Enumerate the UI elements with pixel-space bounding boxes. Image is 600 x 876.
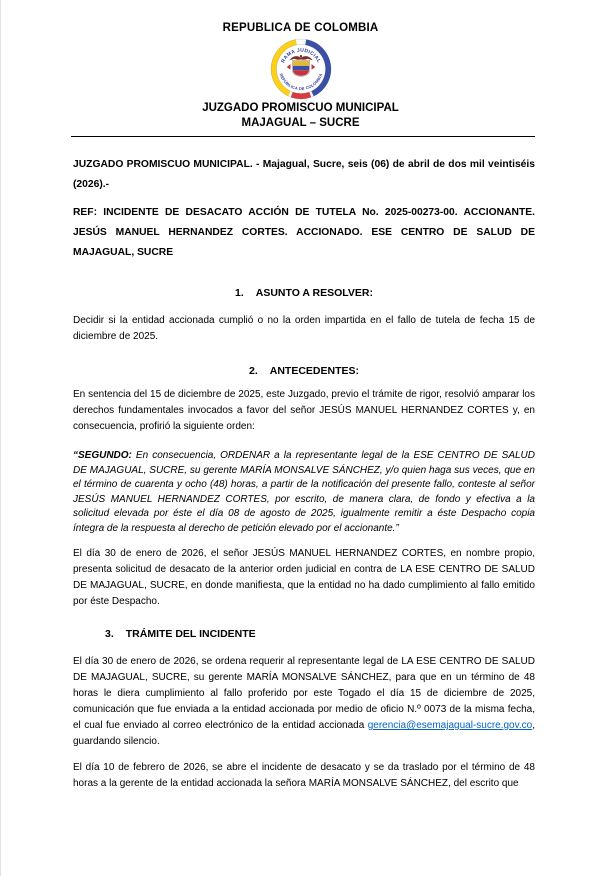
shield-band-blue bbox=[292, 66, 308, 70]
quote-lead: “SEGUNDO: bbox=[73, 450, 132, 461]
court-name: JUZGADO PROMISCUO MUNICIPAL bbox=[202, 102, 399, 114]
seal-ring-red-arc bbox=[291, 95, 310, 97]
quote-body: En consecuencia, ORDENAR a la representante legal de la ESE CENTRO DE SALUD DE MAJAGUAL, SUCRE, su gerente MARÍA MONSALVE SÁNCHEZ, y/o quien haga sus veces, que en el término de cuarenta y ocho (48) horas, a partir de la notificación del presente fallo, conteste al señor JESÚS MANUEL HERNANDEZ CORTES, por escrito, de manera clara, de fondo y efectiva a la solicitud elevada por éste el día 08 de agosto de 2025, igualmente remitir a éste Despacho copia íntegra de la respuesta al derecho de petición elevado por el accionante.” bbox=[73, 450, 535, 534]
order-quote-paragraph bbox=[73, 449, 535, 536]
section-3-title: TRÁMITE DEL INCIDENTE bbox=[125, 628, 256, 640]
ref-paragraph: REF: INCIDENTE DE DESACATO ACCIÓN DE TUTELA No. 2025-00273-00. ACCIONANTE. JESÚS MANUEL HERNANDEZ CORTES. ACCIONADO. ESE CENTRO DE SALUD DE MAJAGUAL, SUCRE bbox=[73, 207, 535, 258]
document-header bbox=[1, 0, 600, 129]
right-flag-icon bbox=[311, 64, 315, 70]
document-body bbox=[73, 155, 535, 792]
email-link[interactable]: gerencia@esemajagual-sucre.gov.co bbox=[367, 720, 533, 731]
seal-top-text: RAMA JUDICIAL bbox=[280, 48, 321, 65]
tramite-1-text-before: El día 30 de enero de 2026, se ordena requerir al representante legal de LA ESE CENTRO DE SALUD DE MAJAGUAL, SUCRE, su gerente MARÍA MONSALVE SÁNCHEZ, para que en un término de 48 horas le diera cumplimiento al fallo proferido por este Togado el día 15 de diciembre de 2025, comunicación que fue enviada a la entidad accionada por medio de oficio N.º 0073 de la misma fecha, el cual fue enviado al correo electrónico de la entidad accionada bbox=[73, 656, 535, 731]
section-1-title: ASUNTO A RESOLVER: bbox=[255, 287, 374, 299]
condor-head bbox=[299, 55, 301, 57]
tramite-1-text-after: , guardando silencio. bbox=[73, 720, 535, 747]
court-location: MAJAGUAL – SUCRE bbox=[241, 117, 360, 129]
section-3-heading bbox=[73, 626, 535, 642]
antecedentes-paragraph: En sentencia del 15 de diciembre de 2025, este Juzgado, previo el trámite de rigor, resolvió amparar los derechos fundamentales invocados a favor del señor JESÚS MANUEL HERNANDEZ CORTES y, en consecuencia, profirió la siguiente orden: bbox=[73, 389, 535, 432]
section-2-number: 2. bbox=[248, 365, 258, 377]
section-2-title: ANTECEDENTES: bbox=[269, 365, 360, 377]
shield-band-yellow bbox=[292, 61, 308, 66]
section-2-heading bbox=[73, 363, 535, 379]
section-1-number: 1. bbox=[234, 287, 244, 299]
asunto-paragraph: Decidir si la entidad accionada cumplió o no la orden impartida en el fallo de tutela de fecha 15 de diciembre de 2025. bbox=[73, 315, 535, 342]
dateline-paragraph: JUZGADO PROMISCUO MUNICIPAL. - Majagual, Sucre, seis (06) de abril de dos mil veintiséis (2026).- bbox=[73, 159, 535, 190]
desacato-request-paragraph: El día 30 de enero de 2026, el señor JESÚS MANUEL HERNANDEZ CORTES, en nombre propio, presenta solicitud de desacato de la anterior orden judicial en contra de LA ESE CENTRO DE SALUD DE MAJAGUAL, SUCRE, en donde manifiesta, que la entidad no ha dado cumplimiento al fallo emitido por éste Despacho. bbox=[73, 548, 535, 607]
section-1-heading bbox=[73, 285, 535, 301]
tramite-paragraph-2: El día 10 de febrero de 2026, se abre el incidente de desacato y se da traslado por el término de 48 horas a la gerente de la entidad accionada la señora MARÍA MONSALVE SÁNCHEZ, del escrito que bbox=[73, 762, 535, 789]
header-divider bbox=[71, 136, 535, 137]
seal-bottom-text: REPÚBLICA DE COLOMBIA bbox=[278, 72, 323, 92]
republic-title: REPUBLICA DE COLOMBIA bbox=[222, 22, 379, 34]
tramite-paragraph-1 bbox=[73, 654, 535, 750]
left-flag-icon bbox=[286, 64, 290, 70]
coat-of-arms bbox=[286, 55, 315, 76]
rama-judicial-seal-icon bbox=[270, 38, 332, 100]
section-3-number: 3. bbox=[105, 628, 114, 640]
